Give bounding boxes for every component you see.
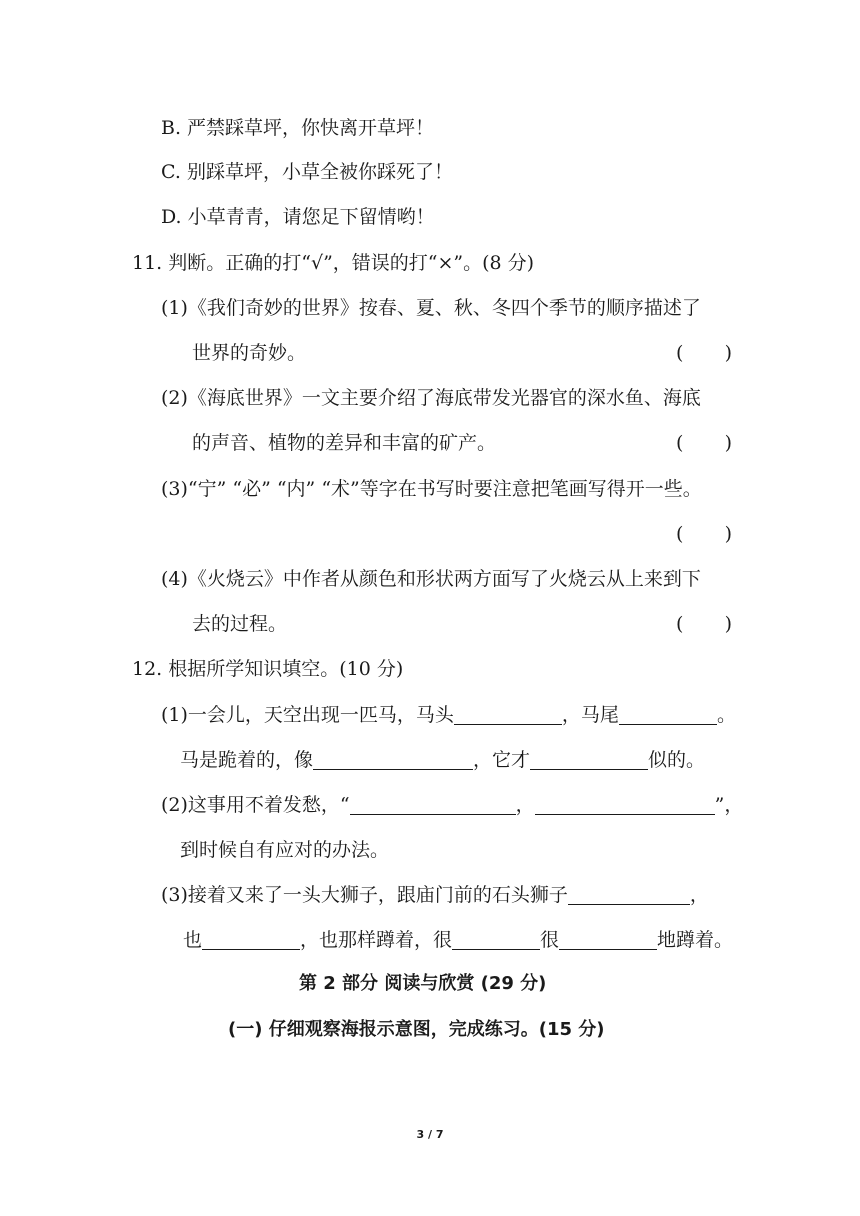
fill-blank[interactable] <box>530 749 648 770</box>
fill-blank[interactable] <box>559 929 657 950</box>
question-11-prompt: 11. 判断。正确的打“√”，错误的打“×”。(8 分) <box>132 252 535 274</box>
option-c: C. 别踩草坪，小草全被你踩死了！ <box>161 161 453 183</box>
q12-item-1-line1: (1)一会儿，天空出现一匹马，马头 ，马尾 。 <box>161 704 736 726</box>
q12-item-3-line1: (3)接着又来了一头大狮子，跟庙门前的石头狮子 ， <box>161 884 709 906</box>
question-12-prompt: 12. 根据所学知识填空。(10 分) <box>132 658 404 680</box>
answer-parens-2[interactable]: ( ) <box>676 432 732 454</box>
fill-blank[interactable] <box>619 704 717 725</box>
section-1-heading: (一) 仔细观察海报示意图，完成练习。(15 分) <box>228 1019 605 1040</box>
fill-blank[interactable] <box>350 794 516 815</box>
answer-parens-3[interactable]: ( ) <box>676 523 732 545</box>
q12-item-2-line1: (2)这事用不着发愁，“ ， ”， <box>161 794 744 816</box>
q11-item-2-line2: 的声音、植物的差异和丰富的矿产。 <box>192 432 497 454</box>
q11-item-4-line1: (4)《火烧云》中作者从颜色和形状两方面写了火烧云从上来到下 <box>161 568 701 590</box>
fill-blank[interactable] <box>202 929 300 950</box>
q11-item-1-line1: (1)《我们奇妙的世界》按春、夏、秋、冬四个季节的顺序描述了 <box>161 297 701 319</box>
answer-parens-1[interactable]: ( ) <box>676 342 732 364</box>
fill-blank[interactable] <box>568 884 690 905</box>
part-2-heading: 第 2 部分 阅读与欣赏 (29 分) <box>299 973 547 994</box>
fill-blank[interactable] <box>535 794 715 815</box>
page-number: 3 / 7 <box>416 1128 444 1141</box>
fill-blank[interactable] <box>454 704 562 725</box>
option-d: D. 小草青青，请您足下留情哟！ <box>161 206 435 228</box>
q11-item-1-line2: 世界的奇妙。 <box>192 342 307 364</box>
q11-item-3-line1: (3)“宁” “必” “内” “术”等字在书写时要注意把笔画写得开一些。 <box>161 478 702 500</box>
fill-blank[interactable] <box>452 929 540 950</box>
q12-item-1-line2: 马是跪着的，像 ，它才 似的。 <box>180 749 706 771</box>
answer-parens-4[interactable]: ( ) <box>676 613 732 635</box>
option-b: B. 严禁踩草坪，你快离开草坪！ <box>161 117 435 139</box>
q12-item-2-line2: 到时候自有应对的办法。 <box>180 839 390 861</box>
q12-item-3-line2: 也 ，也那样蹲着，很 很 地蹲着。 <box>183 929 734 951</box>
q11-item-2-line1: (2)《海底世界》一文主要介绍了海底带发光器官的深水鱼、海底 <box>161 387 701 409</box>
fill-blank[interactable] <box>313 749 473 770</box>
q11-item-4-line2: 去的过程。 <box>192 613 288 635</box>
